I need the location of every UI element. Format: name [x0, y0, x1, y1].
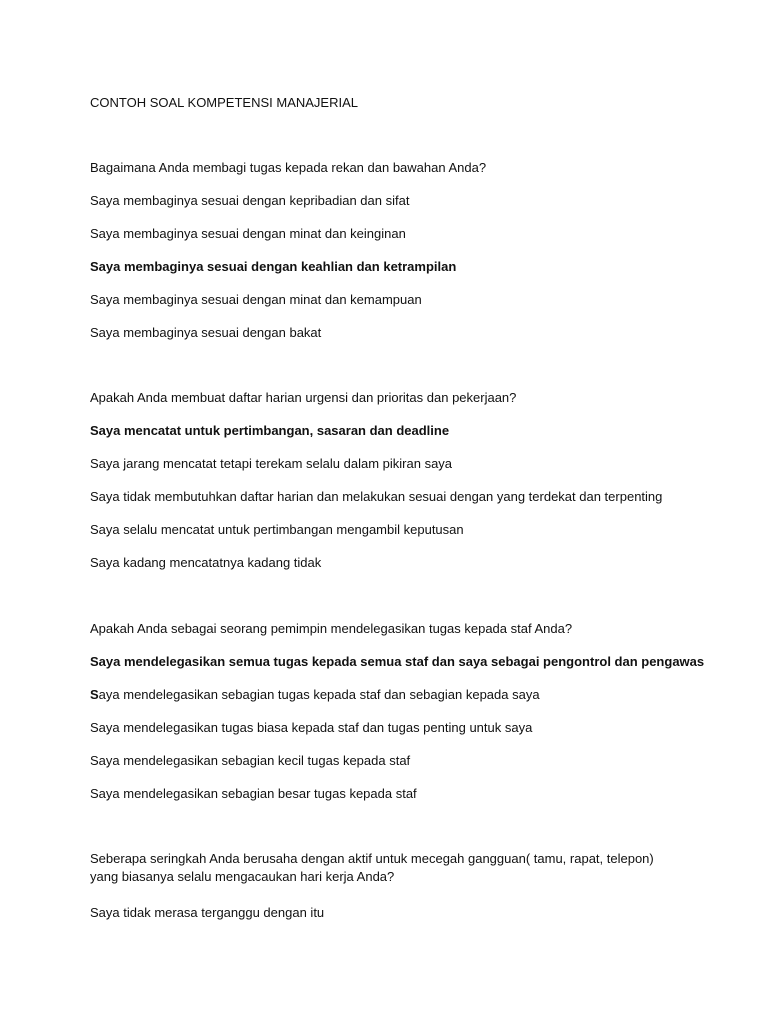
document-title: CONTOH SOAL KOMPETENSI MANAJERIAL [90, 95, 358, 110]
answer-option: Saya membaginya sesuai dengan kepribadian dan sifat [90, 193, 410, 208]
answer-option: Saya membaginya sesuai dengan minat dan keinginan [90, 226, 406, 241]
answer-option: Saya mendelegasikan sebagian kecil tugas kepada staf [90, 753, 411, 768]
answer-text-rest: aya mendelegasikan sebagian tugas kepada staf dan sebagian kepada saya [98, 687, 540, 702]
answer-option-highlighted: Saya mencatat untuk pertimbangan, sasaran dan deadline [90, 423, 450, 438]
answer-option: Saya tidak membutuhkan daftar harian dan melakukan sesuai dengan yang terdekat dan terpenting [90, 489, 663, 504]
answer-option: Saya mendelegasikan sebagian besar tugas kepada staf [90, 786, 417, 801]
question-3: Apakah Anda sebagai seorang pemimpin mendelegasikan tugas kepada staf Anda? [90, 621, 573, 636]
answer-initial-letter: S [90, 687, 99, 702]
answer-option: Saya tidak merasa terganggu dengan itu [90, 905, 325, 920]
question-2: Apakah Anda membuat daftar harian urgensi dan prioritas dan pekerjaan? [90, 390, 517, 405]
answer-option: Saya selalu mencatat untuk pertimbangan mengambil keputusan [90, 522, 464, 537]
answer-option-highlighted: Saya membaginya sesuai dengan keahlian dan ketrampilan [90, 259, 457, 274]
question-1: Bagaimana Anda membagi tugas kepada rekan dan bawahan Anda? [90, 160, 487, 175]
answer-option: Saya membaginya sesuai dengan minat dan kemampuan [90, 292, 422, 307]
question-4: Seberapa seringkah Anda berusaha dengan aktif untuk mecegah gangguan( tamu, rapat, telepon) yang biasanya selalu mengacaukan hari kerja Anda? [90, 851, 654, 884]
answer-option: Saya mendelegasikan tugas biasa kepada staf dan tugas penting untuk saya [90, 720, 533, 735]
answer-option-highlighted: Saya mendelegasikan semua tugas kepada semua staf dan saya sebagai pengontrol dan pengawas [90, 654, 705, 669]
answer-option: Saya jarang mencatat tetapi terekam selalu dalam pikiran saya [90, 456, 453, 471]
answer-option: Saya membaginya sesuai dengan bakat [90, 325, 322, 340]
answer-option: Saya kadang mencatatnya kadang tidak [90, 555, 322, 570]
answer-option [90, 686, 690, 704]
